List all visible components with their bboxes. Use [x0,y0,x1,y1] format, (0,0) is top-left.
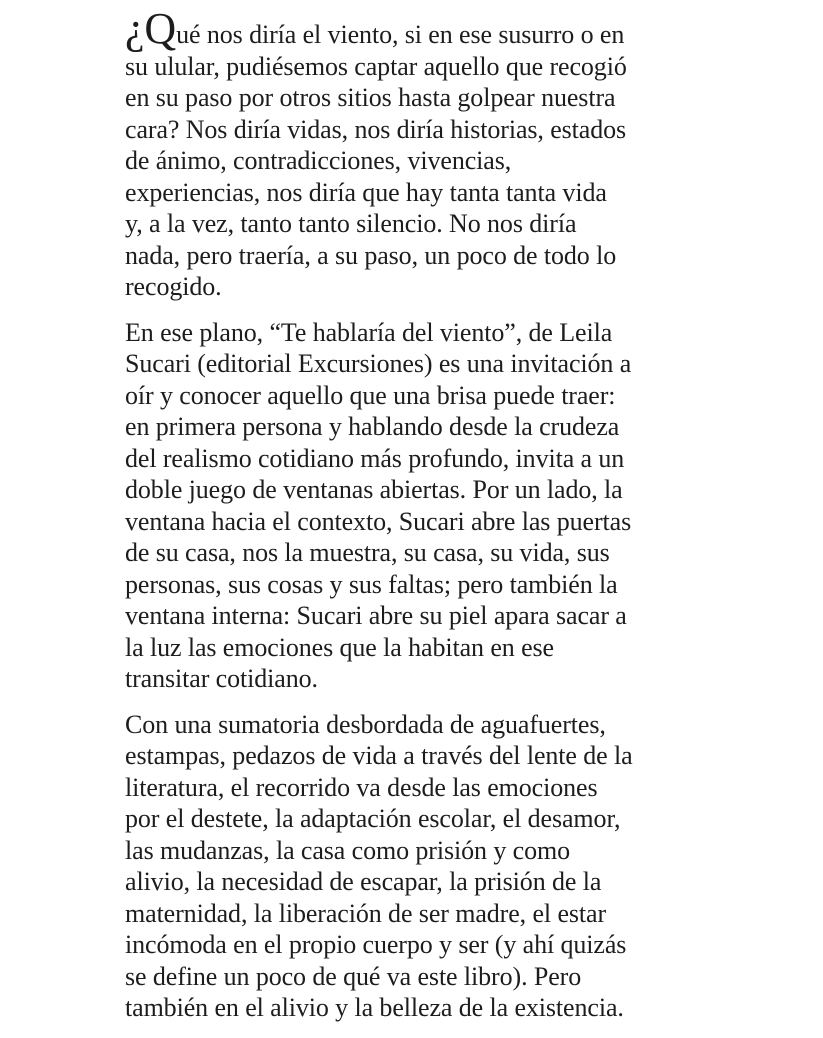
text-line: oír y conocer aquello que una brisa puede traer: [125,380,616,410]
text-line: de su casa, nos la muestra, su casa, su vida, sus [125,538,610,567]
text-line: en su paso por otros sitios hasta golpear nuestra [125,83,616,112]
text-line: por el destete, la adaptación escolar, el desamor, [125,804,621,833]
text-line: doble juego de ventanas abiertas. Por un lado, la [125,475,623,504]
text-line-rest: ué nos diría el viento, si en ese susurro o en [176,20,625,49]
text-line: personas, sus cosas y sus faltas; pero también la [125,569,618,599]
text-line [125,4,725,53]
text-line: transitar cotidiano. [125,664,318,693]
article-text [125,4,725,1038]
text-line: maternidad, la liberación de ser madre, el estar [125,898,607,928]
text-line: incómoda en el propio cuerpo y ser (y ahí quizás [125,930,627,959]
text-line: literatura, el recorrido va desde las emociones [125,772,598,802]
text-line: su ulular, pudiésemos captar aquello que recogió [125,51,627,81]
text-line: experiencias, nos diría que hay tanta tanta vida [125,177,607,207]
text-line: también en el alivio y la belleza de la existencia. [125,993,624,1022]
paragraph-1 [125,4,725,303]
text-line: alivio, la necesidad de escapar, la prisión de la [125,867,602,896]
text-line: Sucari (editorial Excursiones) es una invitación a [125,349,632,378]
text-line: nada, pero traería, a su paso, un poco de todo lo [125,240,617,270]
text-line: la luz las emociones que la habitan en ese [125,632,554,662]
drop-cap-initial: ¿Q [125,4,177,53]
text-line: recogido. [125,272,222,301]
text-line: en primera persona y hablando desde la crudeza [125,412,620,441]
text-line: Con una sumatoria desbordada de aguafuertes, [125,709,606,739]
text-line: de ánimo, contradicciones, vivencias, [125,146,512,175]
paragraph-2 [125,317,725,695]
text-line: del realismo cotidiano más profundo, invita a un [125,443,625,473]
text-line: se define un poco de qué va este libro). Pero [125,961,582,991]
text-line: estampas, pedazos de vida a través del lente de la [125,741,633,770]
text-line: y, a la vez, tanto tanto silencio. No nos diría [125,209,577,238]
text-line: ventana hacia el contexto, Sucari abre las puertas [125,506,632,536]
text-line: las mudanzas, la casa como prisión y como [125,835,570,865]
text-line: cara? Nos diría vidas, nos diría historias, estados [125,114,627,144]
text-line: En ese plano, “Te hablaría del viento”, de Leila [125,317,613,347]
paragraph-3 [125,709,725,1024]
text-line: ventana interna: Sucari abre su piel apara sacar a [125,601,627,630]
